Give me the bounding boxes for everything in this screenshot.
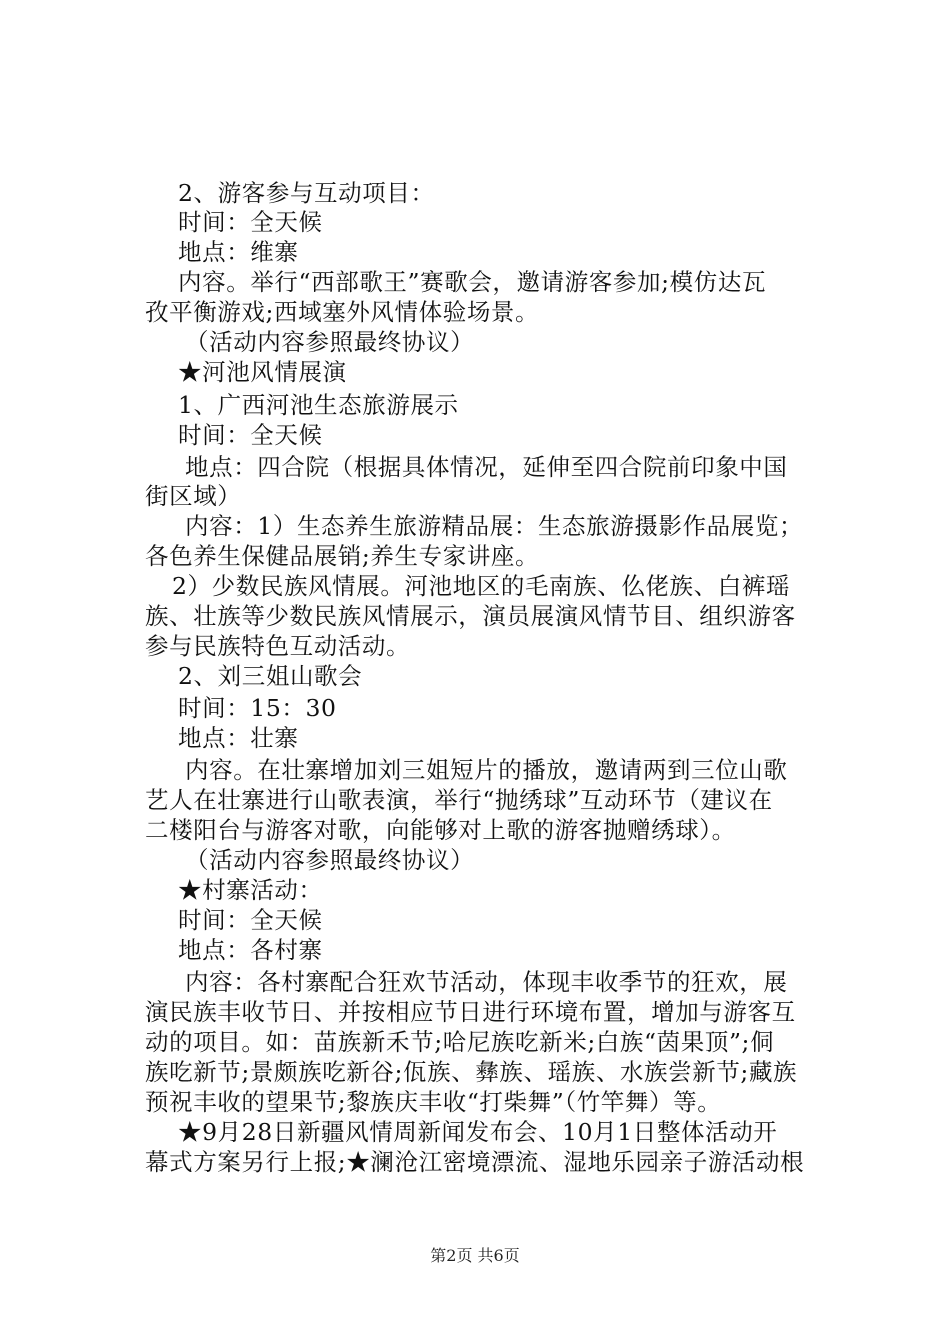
text-line: 时间：15：30 <box>178 694 337 722</box>
text-line: 2、游客参与互动项目： <box>178 179 435 207</box>
text-line: 内容：1）生态养生旅游精品展：生态旅游摄影作品展览； <box>185 512 804 540</box>
text-line: 参与民族特色互动活动。 <box>145 632 411 660</box>
text-line: 族、壮族等少数民族风情展示，演员展演风情节目、组织游客 <box>145 602 796 630</box>
text-line: 地点：各村寨 <box>178 936 323 964</box>
text-line: 1、广西河池生态旅游展示 <box>178 391 459 419</box>
text-line: 动的项目。如：苗族新禾节;哈尼族吃新米;白族“茵果顶”;侗 <box>145 1028 775 1056</box>
section-heading: ★河池风情展演 <box>178 358 347 386</box>
text-line: 内容。在壮寨增加刘三姐短片的播放，邀请两到三位山歌 <box>185 756 788 784</box>
text-line: 2、刘三姐山歌会 <box>178 662 363 690</box>
text-line: 孜平衡游戏;西域塞外风情体验场景。 <box>145 298 540 326</box>
text-line: 族吃新节;景颇族吃新谷;佤族、彝族、瑶族、水族尝新节;藏族 <box>145 1058 798 1086</box>
text-line: （活动内容参照最终协议） <box>185 328 475 356</box>
text-line: 各色养生保健品展销;养生专家讲座。 <box>145 542 540 570</box>
text-line: 地点：壮寨 <box>178 724 299 752</box>
text-line: 地点：维寨 <box>178 238 299 266</box>
text-line: 街区域） <box>145 482 242 510</box>
text-line: 幕式方案另行上报;★澜沧江密境漂流、湿地乐园亲子游活动根 <box>145 1148 805 1176</box>
text-line: ★9月28日新疆风情周新闻发布会、10月1日整体活动开 <box>178 1118 778 1146</box>
text-line: 地点：四合院（根据具体情况，延伸至四合院前印象中国 <box>185 453 788 481</box>
text-line: （活动内容参照最终协议） <box>185 846 475 874</box>
text-line: 内容：各村寨配合狂欢节活动，体现丰收季节的狂欢，展 <box>185 968 788 996</box>
text-line: 时间：全天候 <box>178 208 323 236</box>
text-line: 预祝丰收的望果节;黎族庆丰收“打柴舞”（竹竿舞）等。 <box>145 1088 722 1116</box>
text-line: 二楼阳台与游客对歌，向能够对上歌的游客抛赠绣球）。 <box>145 816 736 844</box>
text-line: 演民族丰收节日、并按相应节日进行环境布置，增加与游客互 <box>145 998 796 1026</box>
text-line: 时间：全天候 <box>178 906 323 934</box>
text-line: 时间：全天候 <box>178 421 323 449</box>
text-line: 艺人在壮寨进行山歌表演，举行“抛绣球”互动环节（建议在 <box>145 786 773 814</box>
text-line: 内容。举行“西部歌王”赛歌会，邀请游客参加;模仿达瓦 <box>178 268 767 296</box>
text-line: 2）少数民族风情展。河池地区的毛南族、仫佬族、白裤瑶 <box>172 572 791 600</box>
page-number: 第2页 共6页 <box>430 1246 520 1265</box>
section-heading: ★村寨活动： <box>178 876 323 904</box>
